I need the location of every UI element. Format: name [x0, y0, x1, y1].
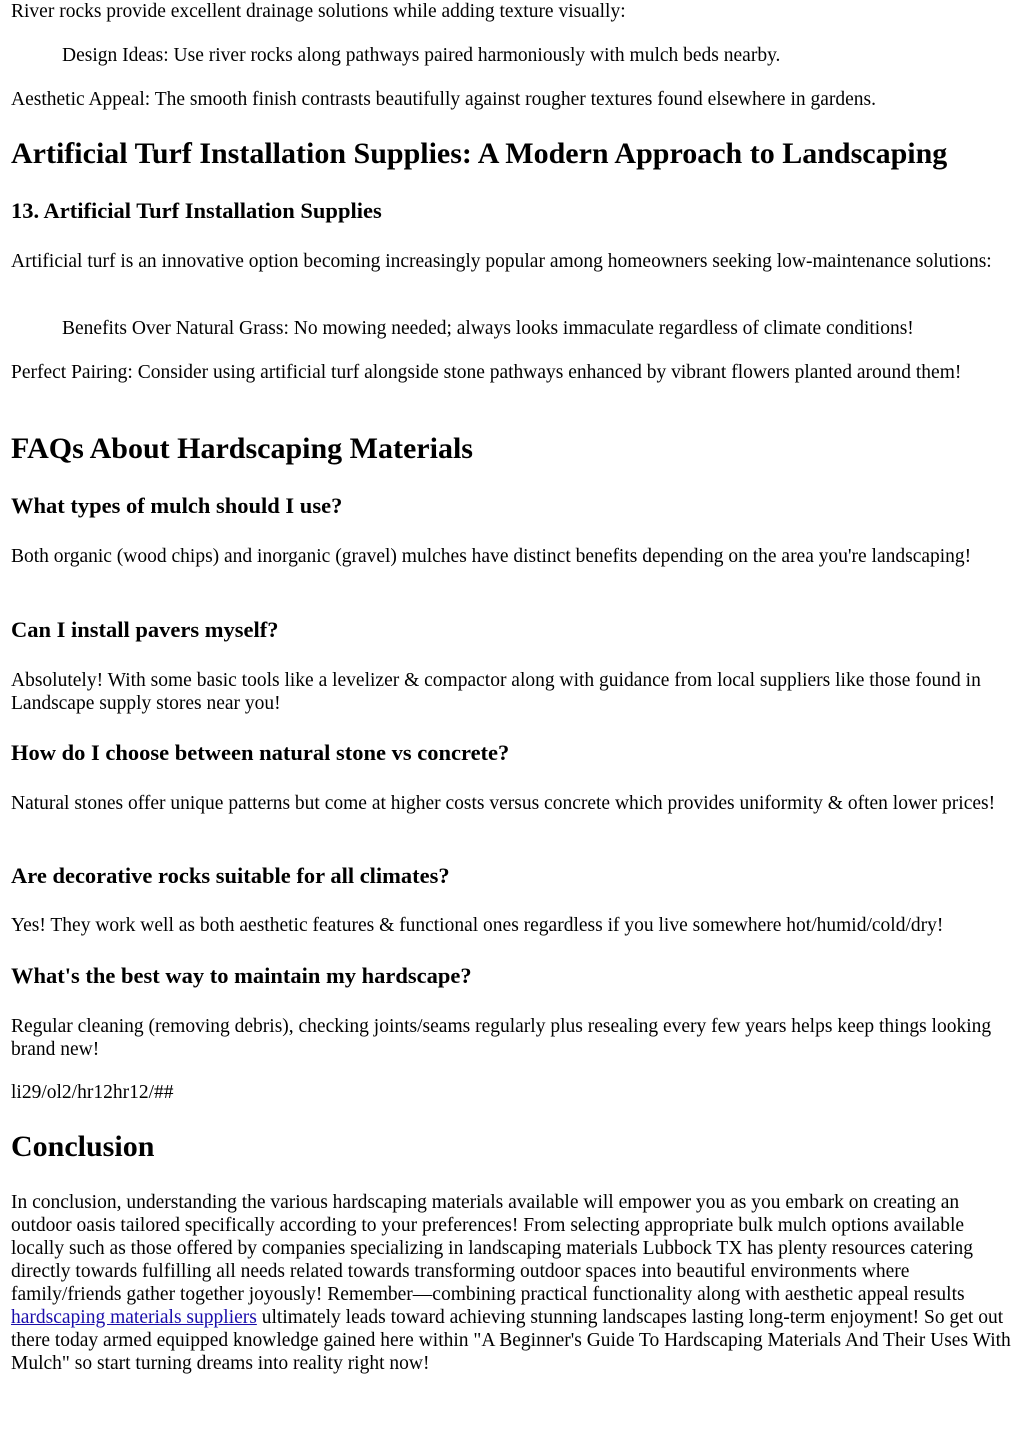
conclusion-paragraph [11, 1191, 1017, 1375]
conclusion-text-after-link: ultimately leads toward achieving stunning landscapes lasting long-term enjoyment! So get out there today armed equipped knowledge gained here within "A Beginner's Guide To Hardscaping Materials And Their Uses With Mulch" so start turning dreams into reality right now! [11, 1307, 1011, 1374]
design-ideas-item: Design Ideas: Use river rocks along pathways paired harmoniously with mulch beds nearby. [62, 45, 781, 66]
hardscaping-suppliers-link[interactable]: hardscaping materials suppliers [11, 1307, 257, 1328]
section-marker-text: li29/ol2/hr12hr12/## [11, 1082, 174, 1103]
faq-question: Are decorative rocks suitable for all climates? [11, 863, 450, 888]
turf-section-heading: Artificial Turf Installation Supplies: A Modern Approach to Landscaping [11, 137, 948, 170]
turf-benefits-item: Benefits Over Natural Grass: No mowing needed; always looks immaculate regardless of climate conditions! [62, 318, 914, 339]
faq-answer: Regular cleaning (removing debris), checking joints/seams regularly plus resealing every few years helps keep things looking brand new! [11, 1016, 992, 1060]
turf-pairing-paragraph: Perfect Pairing: Consider using artificial turf alongside stone pathways enhanced by vibrant flowers planted around them! [11, 362, 962, 383]
faq-answer: Natural stones offer unique patterns but come at higher costs versus concrete which provides uniformity & often lower prices! [11, 793, 996, 814]
faq-question: How do I choose between natural stone vs concrete? [11, 740, 510, 765]
faq-heading: FAQs About Hardscaping Materials [11, 432, 473, 465]
faq-answer: Both organic (wood chips) and inorganic (gravel) mulches have distinct benefits depending on the area you're landscaping! [11, 546, 972, 567]
turf-paragraph: Artificial turf is an innovative option becoming increasingly popular among homeowners seeking low-maintenance solutions: [11, 251, 992, 272]
river-rocks-paragraph: River rocks provide excellent drainage solutions while adding texture visually: [11, 1, 626, 22]
faq-answer: Yes! They work well as both aesthetic features & functional ones regardless if you live somewhere hot/humid/cold/dry! [11, 915, 944, 936]
faq-question: What types of mulch should I use? [11, 493, 343, 518]
faq-answer: Absolutely! With some basic tools like a levelizer & compactor along with guidance from local suppliers like those found in Landscape supply stores near you! [11, 670, 981, 714]
conclusion-heading: Conclusion [11, 1130, 155, 1163]
faq-question: What's the best way to maintain my hardscape? [11, 963, 472, 988]
conclusion-text-before-link: In conclusion, understanding the various hardscaping materials available will empower you as you embark on creating an outdoor oasis tailored specifically according to your preferences! From selecting appropriate bulk mulch options available locally such as those offered by companies specializing in landscaping materials Lubbock TX has plenty resources catering directly towards fulfilling all needs related towards transforming outdoor spaces into beautiful environments where family/friends gather together joyously! Remember—combining practical functionality along with aesthetic appeal results [11, 1192, 974, 1305]
aesthetic-appeal-paragraph: Aesthetic Appeal: The smooth finish contrasts beautifully against rougher textures found elsewhere in gardens. [11, 89, 876, 110]
faq-question: Can I install pavers myself? [11, 617, 279, 642]
turf-subheading: 13. Artificial Turf Installation Supplies [11, 198, 382, 223]
